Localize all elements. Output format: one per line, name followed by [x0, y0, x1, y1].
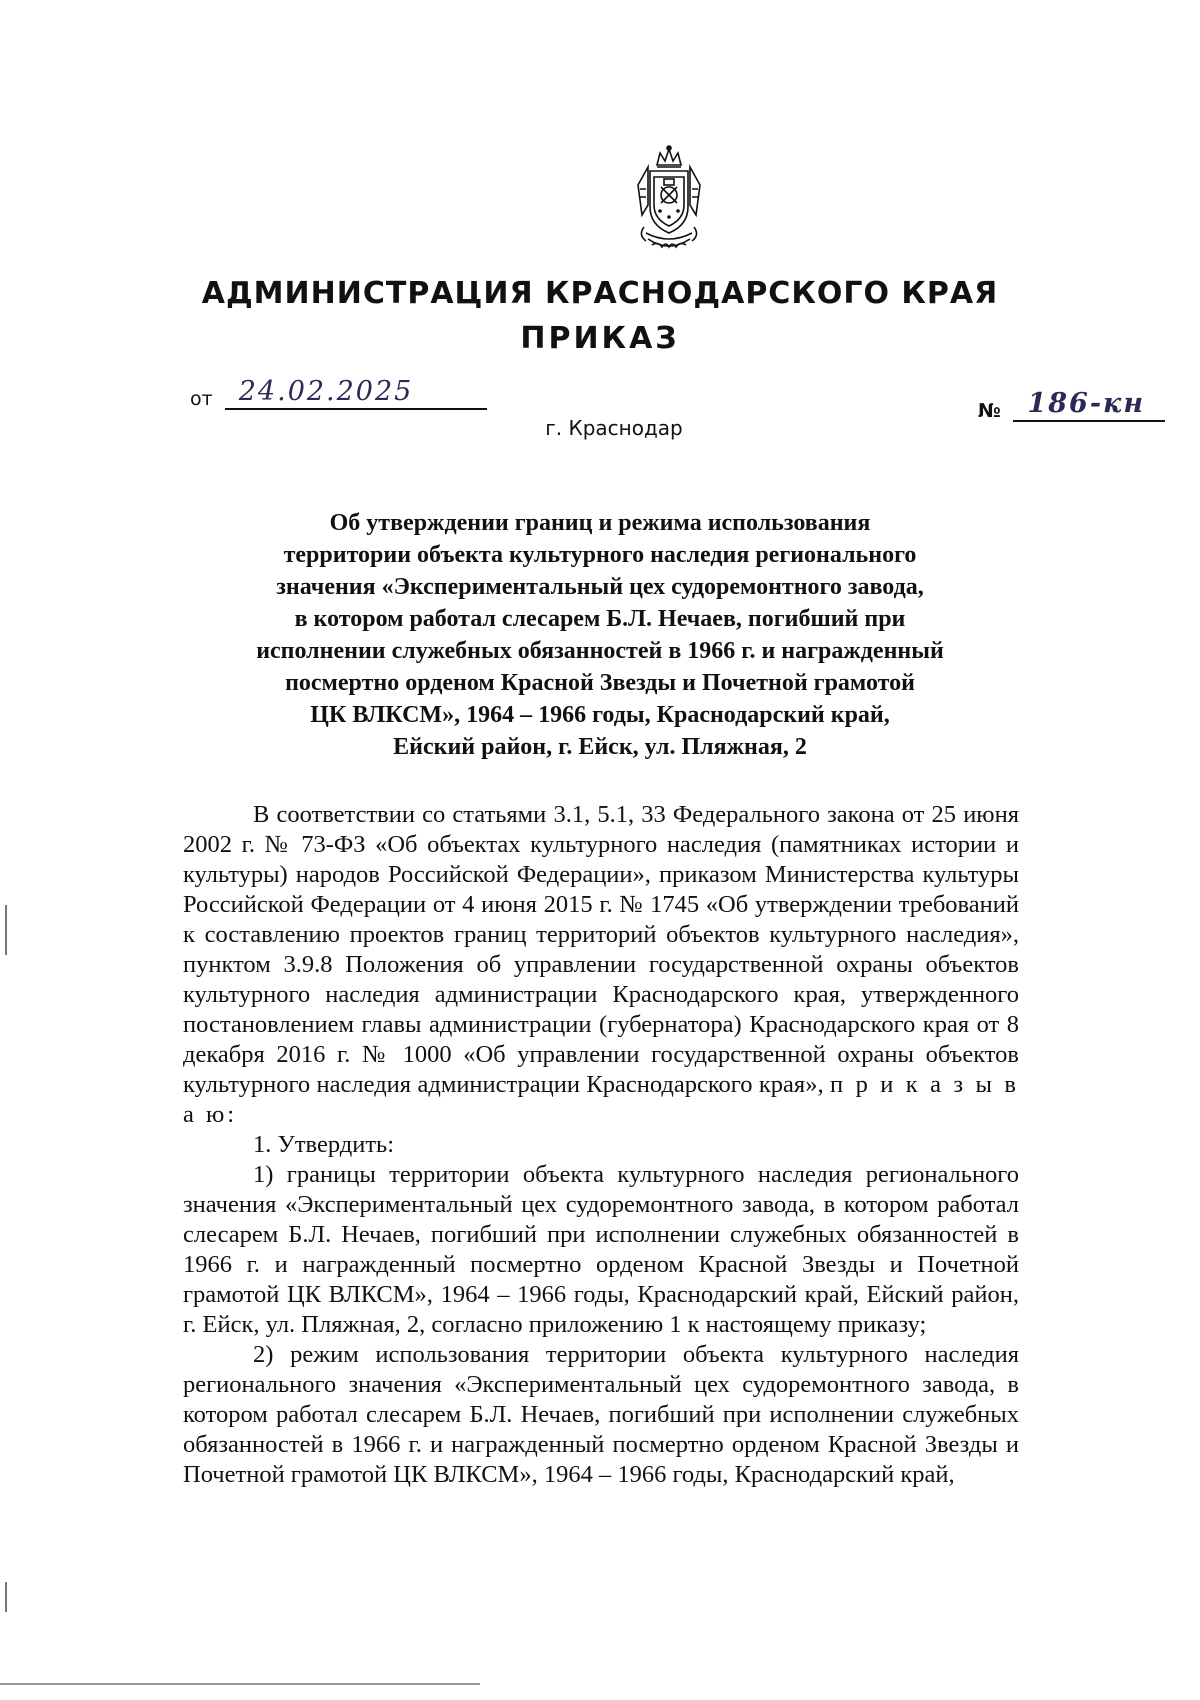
title-line: ЦК ВЛКСМ», 1964 – 1966 годы, Краснодарский край, [310, 702, 890, 728]
item-1-2: 2) режим использования территории объекта культурного наследия регионального значения «Экспериментальный цех судоремонтного завода, в котором работал слесарем Б.Л. Нечаев, погибший при исполнении служебных обязанностей в 1966 г. и награжденный посмертно орденом Красной Звезды и Почетной грамотой ЦК ВЛКСМ», 1964 – 1966 годы, Краснодарский край, [183, 1341, 1019, 1488]
preamble-paragraph [183, 800, 1019, 1130]
number-prefix: № [978, 400, 1001, 422]
title-line: посмертно орденом Красной Звезды и Почетной грамотой [285, 670, 915, 696]
preamble-text: В соответствии со статьями 3.1, 5.1, 33 Федерального закона от 25 июня 2002 г. № 73-ФЗ «Об объектах культурного наследия (памятниках истории и культуры) народов Российской Федерации», приказом Министерства культуры Российской Федерации от 4 июня 2015 г. № 1745 «Об утверждении требований к составлению проектов границ территорий объектов культурного наследия», пунктом 3.9.8 Положения об управлении государственной охраны объектов культурного наследия администрации Краснодарского края, утвержденного постановлением главы администрации (губернатора) Краснодарского края от 8 декабря 2016 г. № 1000 «Об управлении государственной охраны объектов культурного наследия администрации Краснодарского края», [183, 801, 1019, 1098]
date-block [190, 376, 487, 410]
title-line: Ейский район, г. Ейск, ул. Пляжная, 2 [393, 734, 807, 760]
item-1-1: 1) границы территории объекта культурного наследия регионального значения «Экспериментальный цех судоремонтного завода, в котором работал слесарем Б.Л. Нечаев, погибший при исполнении служебных обязанностей в 1966 г. и награжденный посмертно орденом Красной Звезды и Почетной грамотой ЦК ВЛКСМ», 1964 – 1966 годы, Краснодарский край, Ейский район, г. Ейск, ул. Пляжная, 2, согласно приложению 1 к настоящему приказу; [183, 1161, 1019, 1338]
handwritten-number: 186-кн [1027, 388, 1146, 419]
title-line: Об утверждении границ и режима использования [329, 510, 871, 536]
title-line: территории объекта культурного наследия регионального [283, 542, 917, 568]
title-line: значения «Экспериментальный цех судоремонтного завода, [276, 574, 924, 600]
handwritten-date: 24.02.2025 [238, 376, 414, 407]
document-type: ПРИКАЗ [520, 321, 680, 356]
organization-name: АДМИНИСТРАЦИЯ КРАСНОДАРСКОГО КРАЯ [201, 276, 999, 311]
item-1: 1. Утвердить: [253, 1131, 395, 1158]
order-word: п р и к а з ы в а ю: [183, 1071, 1020, 1128]
document-title [230, 507, 970, 763]
title-line: в котором работал слесарем Б.Л. Нечаев, погибший при [294, 606, 906, 632]
title-line: исполнении служебных обязанностей в 1966 г. и награжденный [256, 638, 944, 664]
city: г. Краснодар [545, 416, 683, 440]
scan-margin-mark [5, 905, 7, 955]
date-prefix: от [190, 388, 213, 410]
document-body [183, 800, 1019, 1490]
scan-footer-line [0, 1683, 480, 1685]
coat-of-arms-icon [630, 145, 708, 257]
date-field [225, 376, 487, 410]
scan-margin-mark [5, 1582, 7, 1612]
